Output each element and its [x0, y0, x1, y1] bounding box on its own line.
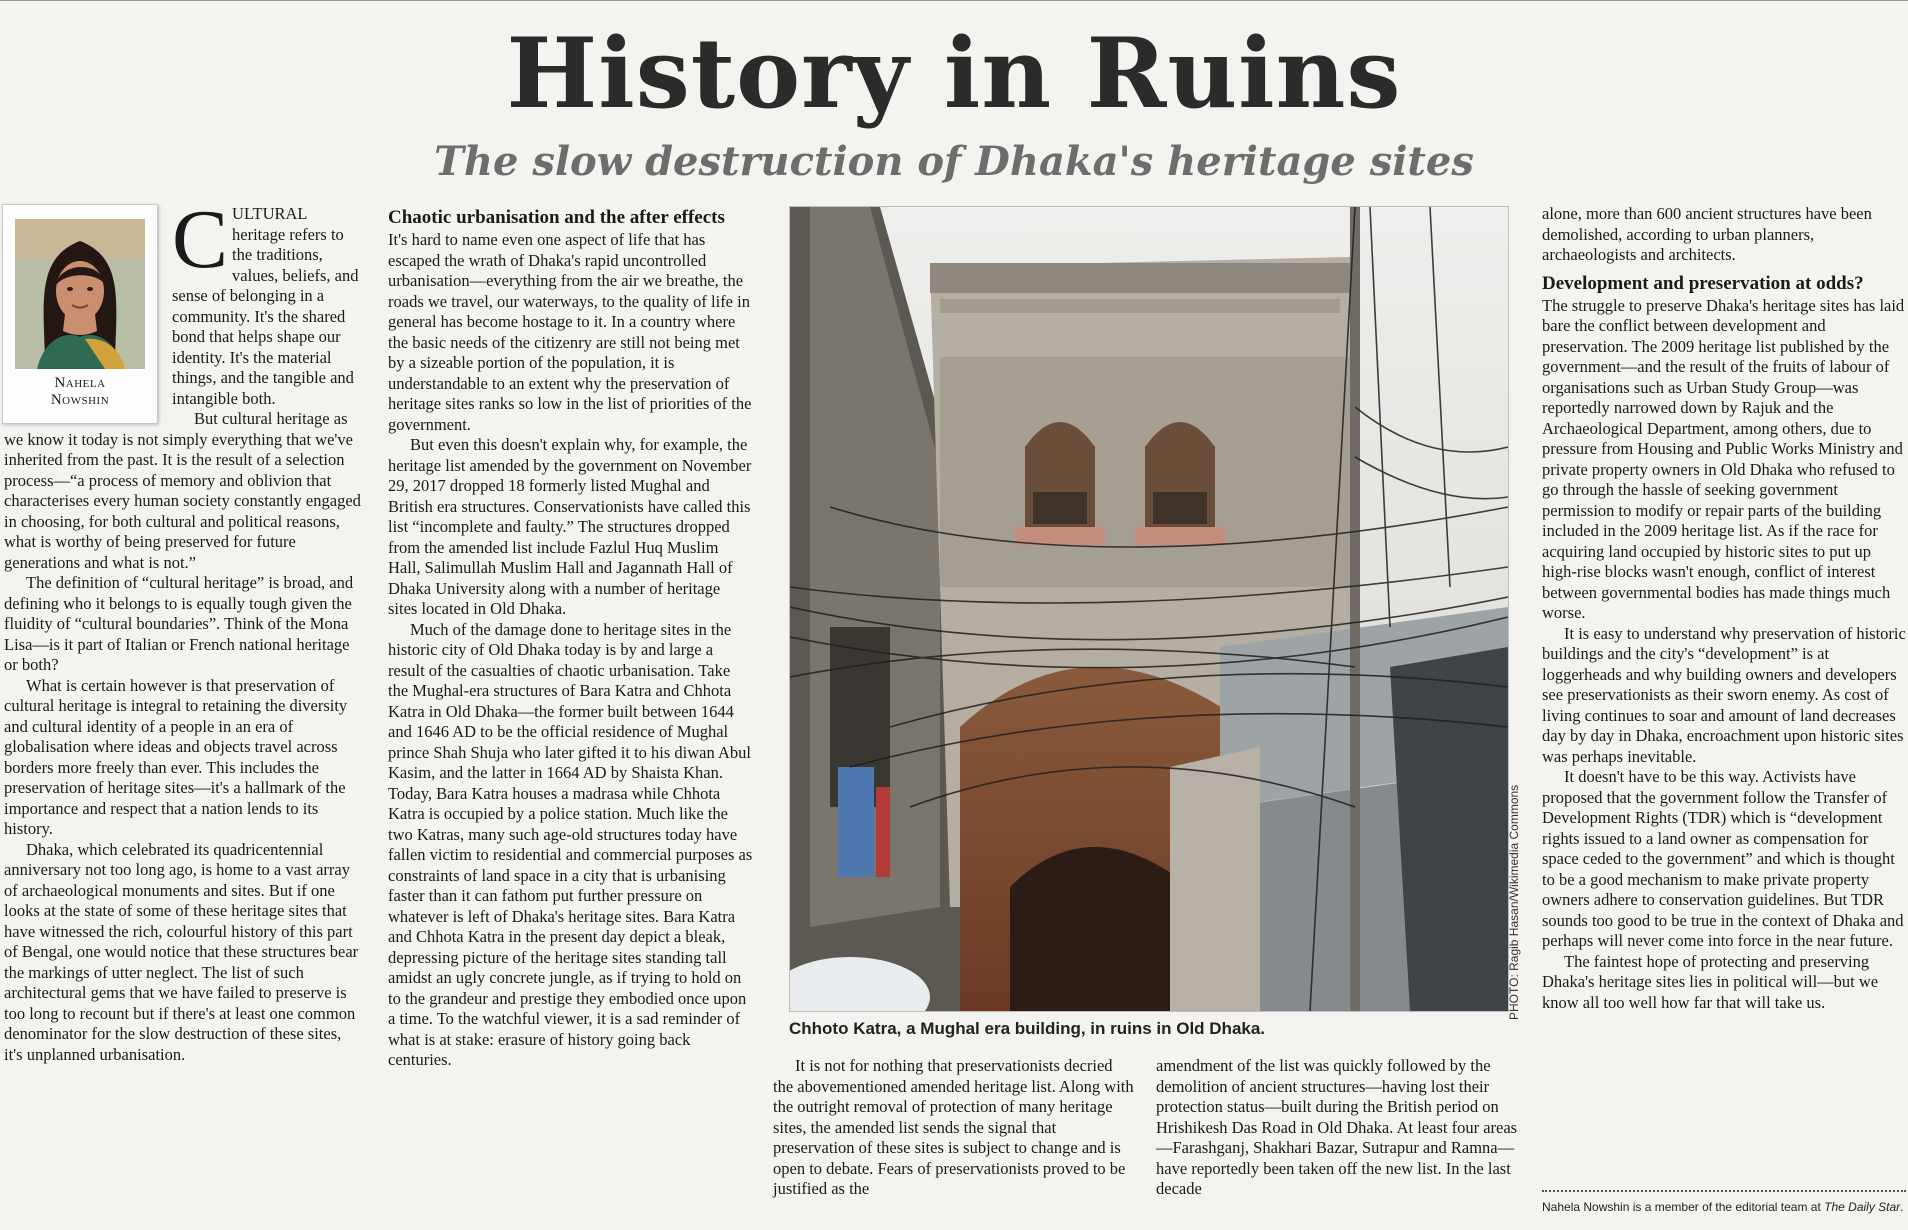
paragraph: The struggle to preserve Dhaka's heritage sites has laid bare the conflict between development and preservation. The 2009 heritage list published by the government—and the result of the fruits of labour of organisations such as Urban Study Group—was reportedly narrowed down by Rajuk and the Archaeological Department, among others, due to pressure from Housing and Public Works Ministry and private property owners in Old Dhaka who refused to go through the hassle of seeking government permission to modify or repair parts of the building included in the 2009 heritage list. As if the race for acquiring land occupied by historic sites to put up high-rise blocks wasn't enough, conflict of interest between governmental bodies has made things much worse. [1542, 295, 1905, 622]
headline: History in Ruins [506, 17, 1402, 130]
paragraph: amendment of the list was quickly followed by the demolition of ancient structures—having lost their protection status—built during the British period on Hrishikesh Das Road in Old Dhaka. At least four areas—Farashganj, Shakhari Bazar, Sutrapur and Ramna—have reportedly been taken off the new list. In the last decade [1156, 1056, 1518, 1198]
paragraph: The faintest hope of protecting and preserving Dhaka's heritage sites lies in political will—but we know all too well how far that will take us. [1542, 951, 1879, 1012]
article-column-4 [1156, 1056, 1518, 1200]
bio-text: Nahela Nowshin is a member of the editorial team at [1542, 1200, 1825, 1214]
article-column-5 [1542, 204, 1906, 1013]
author-last-name: Nowshin [50, 392, 110, 408]
photo-caption: Chhoto Katra, a Mughal era building, in ruins in Old Dhaka. [789, 1019, 1266, 1038]
paragraph: Much of the damage done to heritage sites in the historic city of Old Dhaka today is by and large a result of the casualties of chaotic urbanisation. Take the Mughal-era structures of Bara Katra and Chhota Katra in Old Dhaka—the former built between 1644 and 1646 AD to be the official residence of Mughal prince Shah Shuja who later gifted it to his diwan Abul Kasim, and the latter in 1664 AD by Shaista Khan. Today, Bara Katra houses a madrasa while Chhota Katra is occupied by a police station. Much like the two Katras, many such age-old structures today have fallen victim to residential and commercial purposes as constraints of land space in a city that is urbanising faster than it can fathom put further pressure on whatever is left of Dhaka's heritage sites. Bara Katra and Chhota Katra in the present day depict a bleak, depressing picture of the heritage sites standing tall amidst an ugly concrete jungle, as if trying to hold on to the grandeur and prestige they embodied once upon a time. To the watchful viewer, it is a sad reminder of what is at stake: erasure of history going back centuries. [388, 619, 753, 1069]
bio-end: . [1900, 1200, 1904, 1214]
intro-text: ULTURAL heritage refers to the traditions, values, beliefs, and sense of belonging in a community. It's the shared bond that helps shape our identity. It's the material things, and the tangible and intangible both. [172, 204, 359, 408]
photo-credit: PHOTO: Ragib Hasan/Wikimedia Commons [1507, 784, 1521, 1020]
paragraph: alone, more than 600 ancient structures have been demolished, according to urban planners, archaeologists and architects. [1542, 204, 1872, 264]
author-bio [1542, 1200, 1906, 1215]
top-rule [0, 0, 1908, 1]
paragraph: It doesn't have to be this way. Activists have proposed that the government follow the Transfer of Development Rights (TDR) which is “development rights issued to a land owner as compensation for space ceded to the government” and which is thought to be a good mechanism to make private property owners adhere to conservation guidelines. But TDR sounds too good to be true in the context of Dhaka and perhaps will never come into force in the near future. [1542, 767, 1904, 950]
bio-publication: The Daily Star [1824, 1200, 1901, 1214]
article-column-3 [773, 1056, 1135, 1200]
author-box [2, 204, 158, 424]
author-photo [15, 219, 145, 369]
paragraph: The definition of “cultural heritage” is broad, and defining who it belongs to is equally tough given the fluidity of “cultural boundaries”. Think of the Mona Lisa—is it part of Italian or French national heritage or both? [4, 573, 354, 674]
subheadline: The slow destruction of Dhaka's heritage sites [434, 138, 1474, 185]
article-photo [789, 206, 1509, 1012]
article-column-2 [388, 206, 753, 1071]
drop-cap: C [172, 193, 229, 286]
paragraph: It's hard to name even one aspect of life that has escaped the wrath of Dhaka's rapid uncontrolled urbanisation—everything from the air we breathe, the roads we travel, our waterways, to the quality of life in general has become hostage to it. In a country where the basic needs of the citizenry are still not being met by a sizeable portion of the population, it is understandable to an extent why the preservation of heritage sites ranks so low in the list of priorities of the government. [388, 230, 752, 434]
paragraph: But even this doesn't explain why, for example, the heritage list amended by the government on November 29, 2017 dropped 18 formerly listed Mughal and British era structures. Conservationists have called this list “incomplete and faulty.” The structures dropped from the amended list include Fazlul Huq Muslim Hall, Salimullah Muslim Hall and Jagannath Hall of Dhaka University along with a number of heritage sites located in Old Dhaka. [388, 435, 752, 618]
paragraph: Dhaka, which celebrated its quadricentennial anniversary not too long ago, is home to a vast array of archaeological monuments and sites. But if one looks at the state of some of these heritage sites that have witnessed the rich, colourful history of this part of Bengal, one would notice that these structures bear the markings of utter neglect. The list of such architectural gems that we have failed to preserve is too long to recount but if there's at least one common denominator for the slow destruction of these sites, it's unplanned urbanisation. [4, 839, 359, 1064]
paragraph: But cultural heritage as we know it today is not simply everything that we've inherited from the past. It is the result of a selection process—“a process of memory and oblivion that characterises every human society constantly engaged in choosing, for both cultural and political reasons, what is worthy of being preserved for future generations and what is not.” [4, 409, 361, 572]
bio-divider [1542, 1190, 1906, 1192]
section-heading: Development and preservation at odds? [1542, 272, 1864, 294]
article-column-1 [4, 193, 362, 1065]
author-name [3, 375, 157, 409]
paragraph: It is easy to understand why preservation of historic buildings and the city's “development” is at loggerheads and why building owners and developers see preservationists as their sworn enemy. As cost of living continues to soar and amount of land decreases day by day in Dhaka, encroachment upon historic sites was perhaps inevitable. [1542, 623, 1906, 766]
ruins-building-illustration [790, 207, 1508, 1011]
author-first-name: Nahela [54, 375, 106, 391]
paragraph: It is not for nothing that preservationists decried the abovementioned amended heritage list. Along with the outright removal of protection of many heritage sites, the amended list sends the signal that preservation of these sites is subject to change and is open to debate. Fears of preservationists proved to be justified as the [773, 1056, 1134, 1198]
section-heading: Chaotic urbanisation and the after effects [388, 207, 725, 228]
paragraph: What is certain however is that preservation of cultural heritage is integral to retaining the diversity and cultural identity of a people in an era of globalisation where ideas and objects travel across borders more freely than ever. This includes the preservation of heritage sites—it's a hallmark of the importance and respect that a nation lends to its history. [4, 675, 348, 838]
